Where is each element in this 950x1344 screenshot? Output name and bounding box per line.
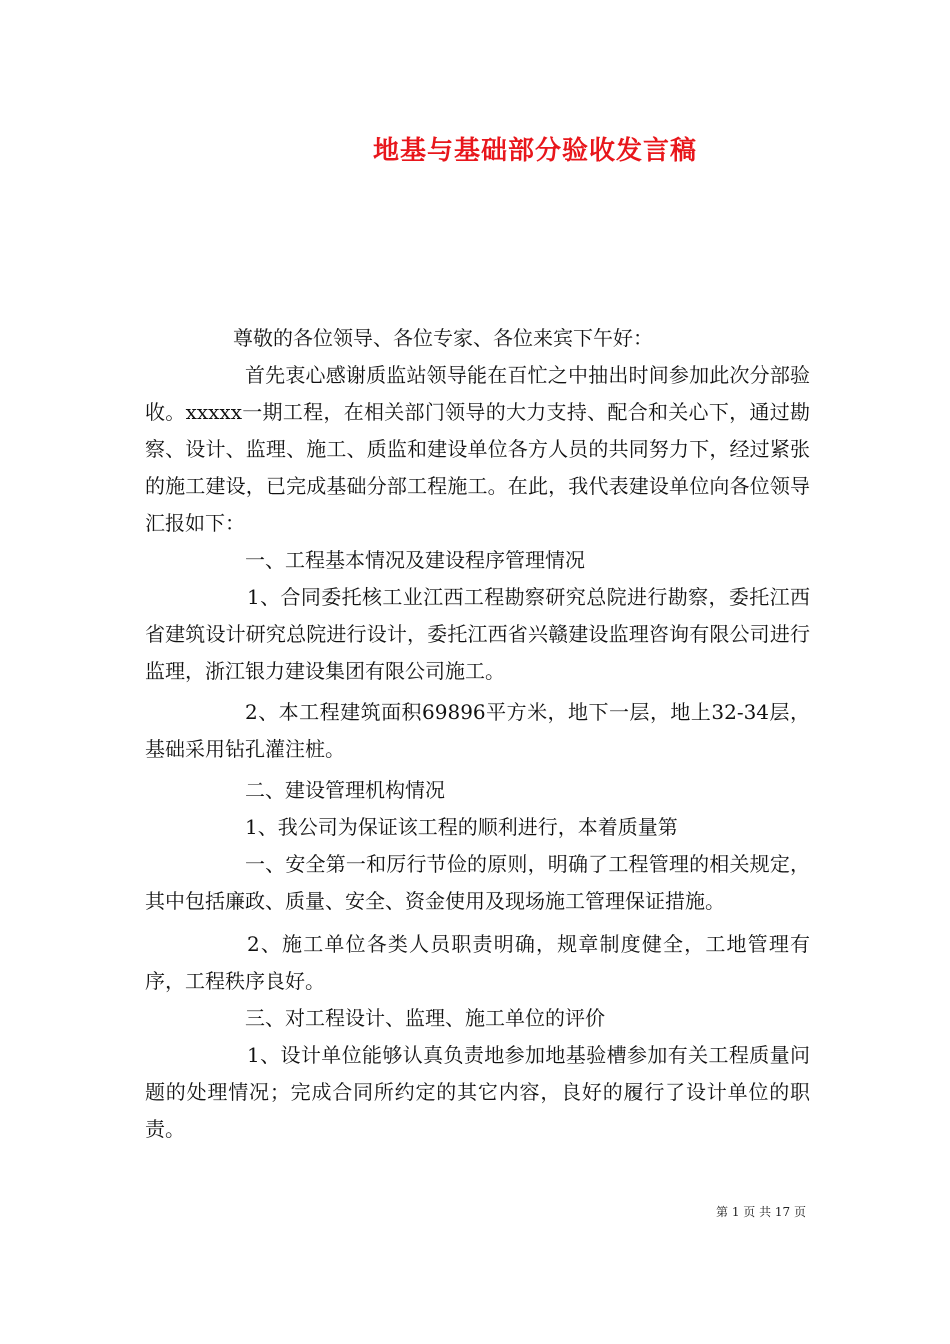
paragraph-1-2: 2、本工程建筑面积69896平方米，地下一层，地上32-34层，基础采用钻孔灌注桩。: [145, 700, 810, 761]
section-heading-3: 三、对工程设计、监理、施工单位的评价: [245, 1006, 605, 1030]
paragraph-2-1-cont: 一、安全第一和厉行节俭的原则，明确了工程管理的相关规定，其中包括廉政、质量、安全、资金使用及现场施工管理保证措施。: [145, 852, 810, 913]
paragraph-1-1: 1、合同委托核工业江西工程勘察研究总院进行勘察，委托江西省建筑设计研究总院进行设计，委托江西省兴赣建设监理咨询有限公司进行监理，浙江银力建设集团有限公司施工。: [145, 585, 810, 683]
paragraph-2-1: 1、我公司为保证该工程的顺利进行，本着质量第: [245, 815, 678, 839]
paragraph-intro: 首先衷心感谢质监站领导能在百忙之中抽出时间参加此次分部验收。xxxxx一期工程，在相关部门领导的大力支持、配合和关心下，通过勘察、设计、监理、施工、质监和建设单位各方人员的共同努力下，经过紧张的施工建设，已完成基础分部工程施工。在此，我代表建设单位向各位领导汇报如下：: [145, 363, 810, 535]
paragraph-greeting: 尊敬的各位领导、各位专家、各位来宾下午好：: [233, 326, 653, 350]
page-number: 第 1 页 共 17 页: [716, 1205, 806, 1219]
paragraph-2-2: 2、施工单位各类人员职责明确，规章制度健全，工地管理有序，工程秩序良好。: [145, 932, 810, 993]
section-heading-1: 一、工程基本情况及建设程序管理情况: [245, 548, 585, 572]
paragraph-3-1: 1、设计单位能够认真负责地参加地基验槽参加有关工程质量问题的处理情况；完成合同所约定的其它内容，良好的履行了设计单位的职责。: [145, 1043, 810, 1141]
document-body: [145, 320, 810, 1148]
document-title: 地基与基础部分验收发言稿: [372, 136, 697, 166]
section-heading-2: 二、建设管理机构情况: [245, 778, 445, 802]
